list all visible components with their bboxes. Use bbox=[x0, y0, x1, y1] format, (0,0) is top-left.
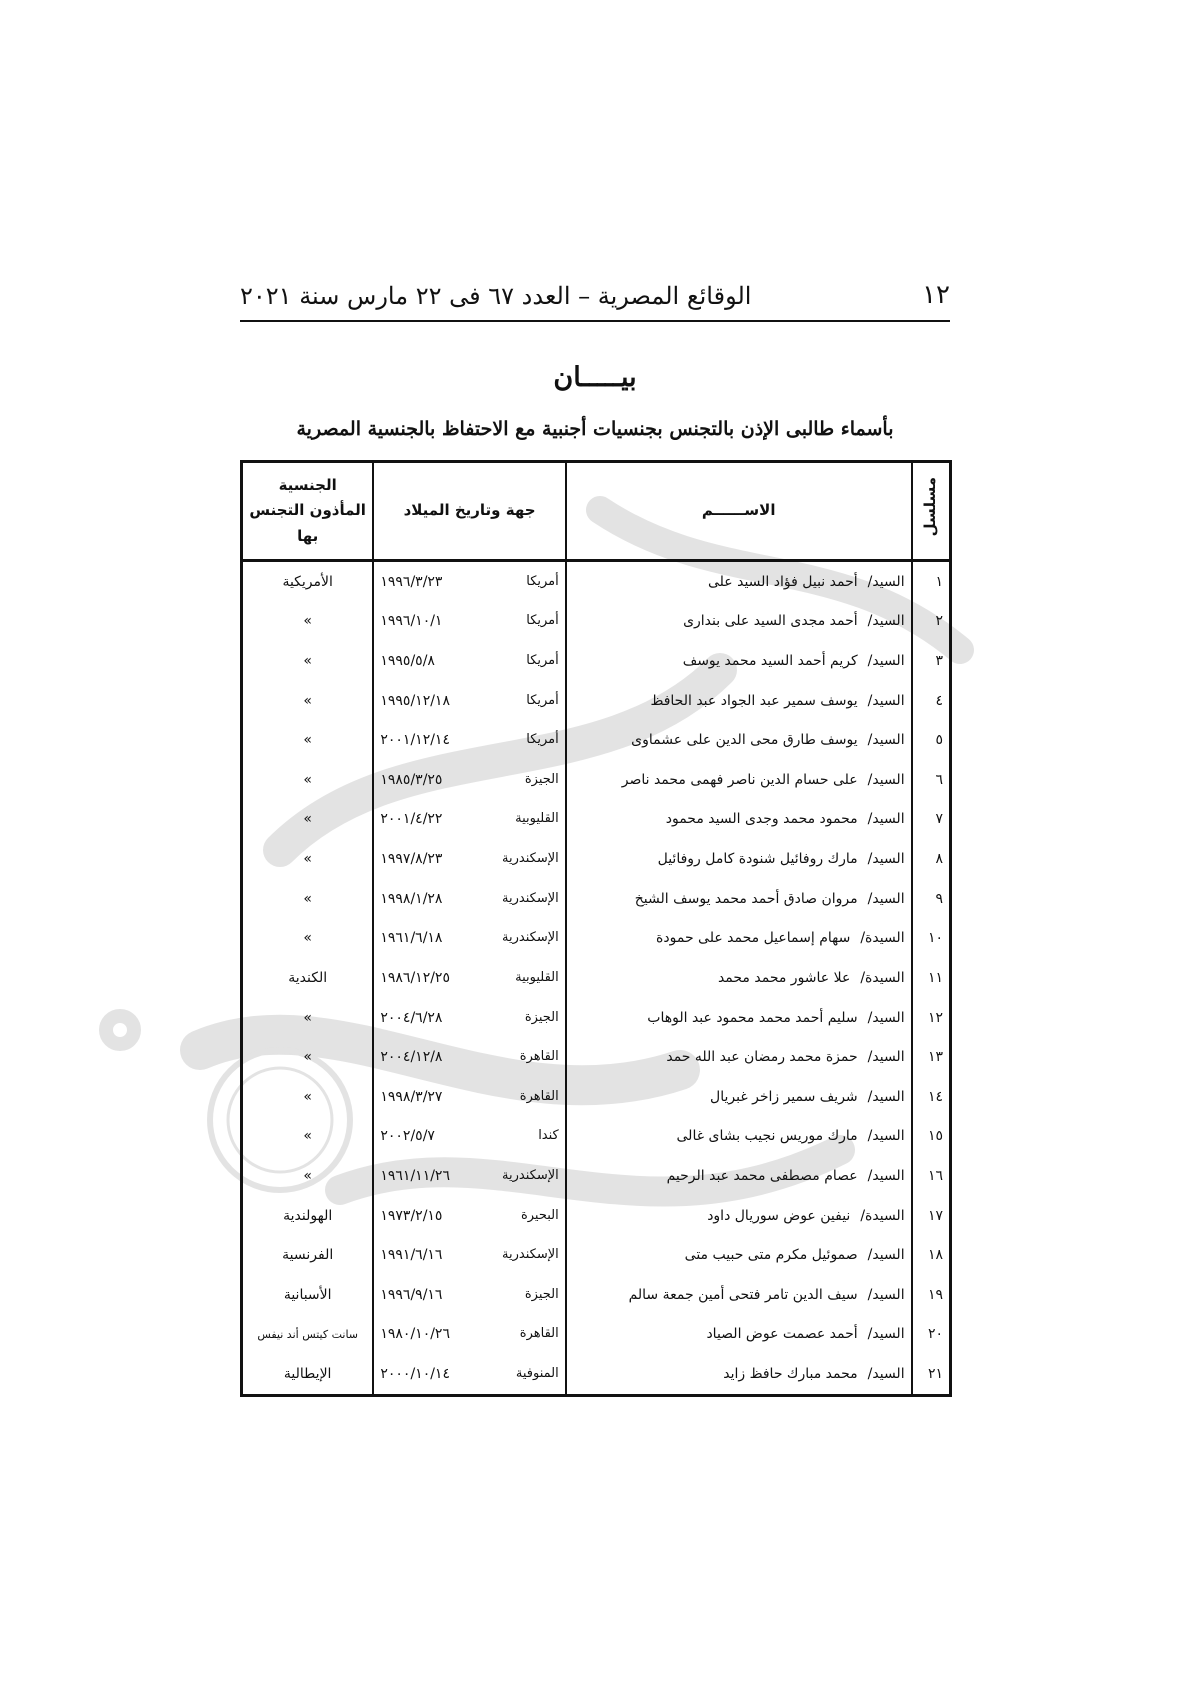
honorific: السيد/ bbox=[867, 653, 905, 670]
person-name: شريف سمير زاخر غبريال bbox=[710, 1088, 858, 1105]
serial-cell: ٩ bbox=[912, 879, 951, 919]
name-cell bbox=[566, 561, 912, 602]
birth-date: ١٩٩٥/١٢/١٨ bbox=[380, 692, 450, 709]
naturalization-table bbox=[240, 460, 952, 1397]
nationality-cell: » bbox=[242, 1117, 374, 1157]
birth-place: الإسكندرية bbox=[502, 890, 559, 906]
table-row bbox=[242, 760, 951, 800]
person-name: عصام مصطفى محمد عبد الرحيم bbox=[666, 1167, 858, 1184]
birth-place: القاهرة bbox=[519, 1049, 559, 1065]
nationality-cell: الهولندية bbox=[242, 1196, 374, 1236]
name-cell bbox=[566, 1077, 912, 1117]
serial-cell: ١٥ bbox=[912, 1117, 951, 1157]
name-cell bbox=[566, 760, 912, 800]
table-row bbox=[242, 602, 951, 642]
table-row bbox=[242, 839, 951, 879]
person-name: مروان صادق أحمد محمد يوسف الشيخ bbox=[634, 890, 858, 907]
nationality-cell: » bbox=[242, 1156, 374, 1196]
birth-cell bbox=[373, 602, 565, 642]
name-cell bbox=[566, 839, 912, 879]
person-name: سيف الدين تامر فتحى أمين جمعة سالم bbox=[628, 1286, 858, 1303]
nationality-cell: » bbox=[242, 1037, 374, 1077]
person-name: نيفين عوض سوريال داود bbox=[707, 1207, 851, 1224]
table-row bbox=[242, 681, 951, 721]
person-name: حمزة محمد رمضان عبد الله حمد bbox=[666, 1049, 858, 1066]
nationality-cell: الأمريكية bbox=[242, 561, 374, 602]
honorific: السيد/ bbox=[867, 1247, 905, 1264]
birth-place: أمريكا bbox=[526, 732, 559, 748]
person-name: سهام إسماعيل محمد على حمودة bbox=[656, 930, 851, 947]
table-header-row bbox=[242, 462, 951, 561]
birth-date: ٢٠٠٤/١٢/٨ bbox=[380, 1049, 443, 1066]
birth-place: الجيزة bbox=[524, 771, 559, 787]
table-row bbox=[242, 1315, 951, 1355]
serial-cell: ١١ bbox=[912, 958, 951, 998]
nationality-cell: » bbox=[242, 839, 374, 879]
birth-date: ١٩٨٥/٣/٢٥ bbox=[380, 771, 443, 788]
table-row bbox=[242, 1235, 951, 1275]
name-cell bbox=[566, 1275, 912, 1315]
birth-date: ١٩٩٨/٣/٢٧ bbox=[380, 1088, 443, 1105]
nationality-cell: الكندية bbox=[242, 958, 374, 998]
name-cell bbox=[566, 1117, 912, 1157]
birth-date: ٢٠٠١/٤/٢٢ bbox=[380, 811, 443, 828]
serial-cell: ١٣ bbox=[912, 1037, 951, 1077]
serial-cell: ١٩ bbox=[912, 1275, 951, 1315]
name-cell bbox=[566, 1196, 912, 1236]
name-cell bbox=[566, 602, 912, 642]
page-header bbox=[240, 270, 950, 310]
nationality-cell: » bbox=[242, 760, 374, 800]
table-row bbox=[242, 641, 951, 681]
honorific: السيد/ bbox=[867, 1088, 905, 1105]
person-name: سليم أحمد محمد محمود عبد الوهاب bbox=[647, 1009, 858, 1026]
honorific: السيد/ bbox=[867, 1167, 905, 1184]
birth-column-header: جهة وتاريخ الميلاد bbox=[373, 462, 565, 561]
birth-date: ١٩٦١/٦/١٨ bbox=[380, 930, 443, 947]
birth-date: ١٩٦١/١١/٢٦ bbox=[380, 1167, 450, 1184]
name-cell bbox=[566, 1315, 912, 1355]
serial-cell: ٢ bbox=[912, 602, 951, 642]
honorific: السيد/ bbox=[867, 1366, 905, 1383]
birth-cell bbox=[373, 1156, 565, 1196]
document-subtitle: بأسماء طالبى الإذن بالتجنس بجنسيات أجنبية مع الاحتفاظ بالجنسية المصرية bbox=[296, 418, 894, 440]
birth-cell bbox=[373, 1315, 565, 1355]
birth-place: الإسكندرية bbox=[502, 930, 559, 946]
gazette-title: الوقائع المصرية – العدد ٦٧ فى ٢٢ مارس سنة ٢٠٢١ bbox=[240, 282, 752, 310]
birth-cell bbox=[373, 1275, 565, 1315]
birth-date: ١٩٩٦/٣/٢٣ bbox=[380, 573, 443, 590]
birth-cell bbox=[373, 720, 565, 760]
name-cell bbox=[566, 919, 912, 959]
birth-place: أمريكا bbox=[526, 692, 559, 708]
serial-cell: ١ bbox=[912, 561, 951, 602]
table-row bbox=[242, 1156, 951, 1196]
person-name: مارك روفائيل شنودة كامل روفائيل bbox=[657, 851, 858, 868]
birth-place: القليوبية bbox=[515, 811, 559, 827]
table-body bbox=[242, 561, 951, 1396]
person-name: محمد مبارك حافظ زايد bbox=[723, 1366, 858, 1383]
person-name: صموئيل مكرم متى حبيب متى bbox=[684, 1247, 858, 1264]
nationality-cell: » bbox=[242, 879, 374, 919]
honorific: السيد/ bbox=[867, 573, 905, 590]
birth-place: الجيزة bbox=[524, 1286, 559, 1302]
serial-cell: ٣ bbox=[912, 641, 951, 681]
birth-cell bbox=[373, 839, 565, 879]
nationality-cell: الأسبانية bbox=[242, 1275, 374, 1315]
birth-place: أمريكا bbox=[526, 573, 559, 589]
birth-cell bbox=[373, 879, 565, 919]
document-title: بيـــــان bbox=[553, 362, 637, 393]
serial-cell: ٤ bbox=[912, 681, 951, 721]
birth-date: ١٩٧٣/٢/١٥ bbox=[380, 1207, 443, 1224]
nationality-cell: » bbox=[242, 602, 374, 642]
serial-cell: ١٠ bbox=[912, 919, 951, 959]
person-name: علا عاشور محمد محمد bbox=[717, 969, 851, 986]
honorific: السيد/ bbox=[867, 851, 905, 868]
nationality-cell: » bbox=[242, 998, 374, 1038]
birth-date: ١٩٩٦/١٠/١ bbox=[380, 613, 443, 630]
table-row bbox=[242, 720, 951, 760]
birth-cell bbox=[373, 1196, 565, 1236]
birth-cell bbox=[373, 1037, 565, 1077]
honorific: السيدة/ bbox=[860, 969, 905, 986]
name-cell bbox=[566, 681, 912, 721]
name-cell bbox=[566, 800, 912, 840]
birth-date: ١٩٨٠/١٠/٢٦ bbox=[380, 1326, 450, 1343]
nationality-cell: » bbox=[242, 720, 374, 760]
birth-place: البحيرة bbox=[520, 1207, 559, 1223]
person-name: أحمد نبيل فؤاد السيد على bbox=[707, 573, 858, 590]
name-cell bbox=[566, 641, 912, 681]
name-cell bbox=[566, 1354, 912, 1395]
honorific: السيد/ bbox=[867, 732, 905, 749]
serial-cell: ٦ bbox=[912, 760, 951, 800]
table-row bbox=[242, 919, 951, 959]
person-name: أحمد عصمت عوض الصياد bbox=[706, 1326, 858, 1343]
birth-cell bbox=[373, 998, 565, 1038]
person-name: على حسام الدين ناصر فهمى محمد ناصر bbox=[621, 771, 858, 788]
birth-cell bbox=[373, 1077, 565, 1117]
serial-cell: ١٧ bbox=[912, 1196, 951, 1236]
nationality-cell: الإيطالية bbox=[242, 1354, 374, 1395]
nationality-cell: » bbox=[242, 800, 374, 840]
person-name: يوسف طارق محى الدين على عشماوى bbox=[631, 732, 858, 749]
page-number: ١٢ bbox=[922, 280, 950, 310]
honorific: السيدة/ bbox=[860, 930, 905, 947]
table-row bbox=[242, 800, 951, 840]
nationality-cell: سانت كيتس أند نيفس bbox=[242, 1315, 374, 1355]
honorific: السيد/ bbox=[867, 771, 905, 788]
table-row bbox=[242, 958, 951, 998]
birth-place: الإسكندرية bbox=[502, 851, 559, 867]
birth-cell bbox=[373, 958, 565, 998]
person-name: أحمد مجدى السيد على بندارى bbox=[683, 613, 858, 630]
birth-date: ١٩٩٦/٩/١٦ bbox=[380, 1286, 443, 1303]
header-rule bbox=[240, 320, 950, 322]
serial-cell: ٧ bbox=[912, 800, 951, 840]
birth-place: أمريكا bbox=[526, 613, 559, 629]
honorific: السيد/ bbox=[867, 692, 905, 709]
table-row bbox=[242, 1275, 951, 1315]
serial-cell: ٥ bbox=[912, 720, 951, 760]
birth-place: كندا bbox=[538, 1128, 559, 1144]
table-row bbox=[242, 1037, 951, 1077]
birth-place: أمريكا bbox=[526, 653, 559, 669]
birth-cell bbox=[373, 800, 565, 840]
nationality-cell: » bbox=[242, 681, 374, 721]
birth-cell bbox=[373, 1235, 565, 1275]
name-cell bbox=[566, 720, 912, 760]
table-row bbox=[242, 998, 951, 1038]
birth-cell bbox=[373, 760, 565, 800]
serial-cell: ١٤ bbox=[912, 1077, 951, 1117]
name-column-header: الاســــــم bbox=[566, 462, 912, 561]
birth-place: الإسكندرية bbox=[502, 1167, 559, 1183]
birth-place: القاهرة bbox=[519, 1088, 559, 1104]
birth-cell bbox=[373, 919, 565, 959]
birth-place: الإسكندرية bbox=[502, 1247, 559, 1263]
birth-date: ١٩٩١/٦/١٦ bbox=[380, 1247, 443, 1264]
honorific: السيدة/ bbox=[860, 1207, 905, 1224]
birth-date: ٢٠٠٤/٦/٢٨ bbox=[380, 1009, 443, 1026]
birth-cell bbox=[373, 561, 565, 602]
nationality-cell: » bbox=[242, 1077, 374, 1117]
name-cell bbox=[566, 998, 912, 1038]
birth-place: الجيزة bbox=[524, 1009, 559, 1025]
honorific: السيد/ bbox=[867, 1326, 905, 1343]
table-row bbox=[242, 1196, 951, 1236]
honorific: السيد/ bbox=[867, 1128, 905, 1145]
person-name: مارك موريس نجيب بشاى غالى bbox=[676, 1128, 858, 1145]
birth-cell bbox=[373, 641, 565, 681]
honorific: السيد/ bbox=[867, 1009, 905, 1026]
serial-cell: ٢٠ bbox=[912, 1315, 951, 1355]
birth-cell bbox=[373, 1117, 565, 1157]
serial-cell: ٢١ bbox=[912, 1354, 951, 1395]
name-cell bbox=[566, 1037, 912, 1077]
birth-date: ١٩٩٨/١/٢٨ bbox=[380, 890, 443, 907]
honorific: السيد/ bbox=[867, 811, 905, 828]
birth-date: ٢٠٠٢/٥/٧ bbox=[380, 1128, 435, 1145]
honorific: السيد/ bbox=[867, 1286, 905, 1303]
honorific: السيد/ bbox=[867, 890, 905, 907]
table-row bbox=[242, 561, 951, 602]
birth-date: ١٩٩٧/٨/٢٣ bbox=[380, 851, 443, 868]
birth-date: ١٩٨٦/١٢/٢٥ bbox=[380, 969, 450, 986]
nationality-cell: الفرنسية bbox=[242, 1235, 374, 1275]
birth-cell bbox=[373, 681, 565, 721]
birth-place: المنوفية bbox=[515, 1366, 559, 1382]
table-row bbox=[242, 1117, 951, 1157]
name-cell bbox=[566, 1235, 912, 1275]
table-row bbox=[242, 1354, 951, 1395]
serial-cell: ٨ bbox=[912, 839, 951, 879]
nationality-cell: » bbox=[242, 919, 374, 959]
birth-place: القليوبية bbox=[515, 969, 559, 985]
birth-date: ٢٠٠١/١٢/١٤ bbox=[380, 732, 450, 749]
birth-cell bbox=[373, 1354, 565, 1395]
person-name: محمود محمد وجدى السيد محمود bbox=[665, 811, 858, 828]
name-cell bbox=[566, 958, 912, 998]
name-cell bbox=[566, 879, 912, 919]
name-cell bbox=[566, 1156, 912, 1196]
birth-date: ١٩٩٥/٥/٨ bbox=[380, 653, 435, 670]
person-name: يوسف سمير عبد الجواد عبد الحافظ bbox=[650, 692, 858, 709]
honorific: السيد/ bbox=[867, 613, 905, 630]
nationality-cell: » bbox=[242, 641, 374, 681]
honorific: السيد/ bbox=[867, 1049, 905, 1066]
serial-cell: ١٨ bbox=[912, 1235, 951, 1275]
birth-date: ٢٠٠٠/١٠/١٤ bbox=[380, 1366, 450, 1383]
serial-cell: ١٦ bbox=[912, 1156, 951, 1196]
serial-cell: ١٢ bbox=[912, 998, 951, 1038]
nationality-column-header: الجنسية المأذون التجنس بها bbox=[242, 462, 374, 561]
birth-place: القاهرة bbox=[519, 1326, 559, 1342]
serial-column-header: مسلسل bbox=[912, 462, 951, 561]
person-name: كريم أحمد السيد محمد يوسف bbox=[682, 653, 858, 670]
table-row bbox=[242, 879, 951, 919]
table-row bbox=[242, 1077, 951, 1117]
